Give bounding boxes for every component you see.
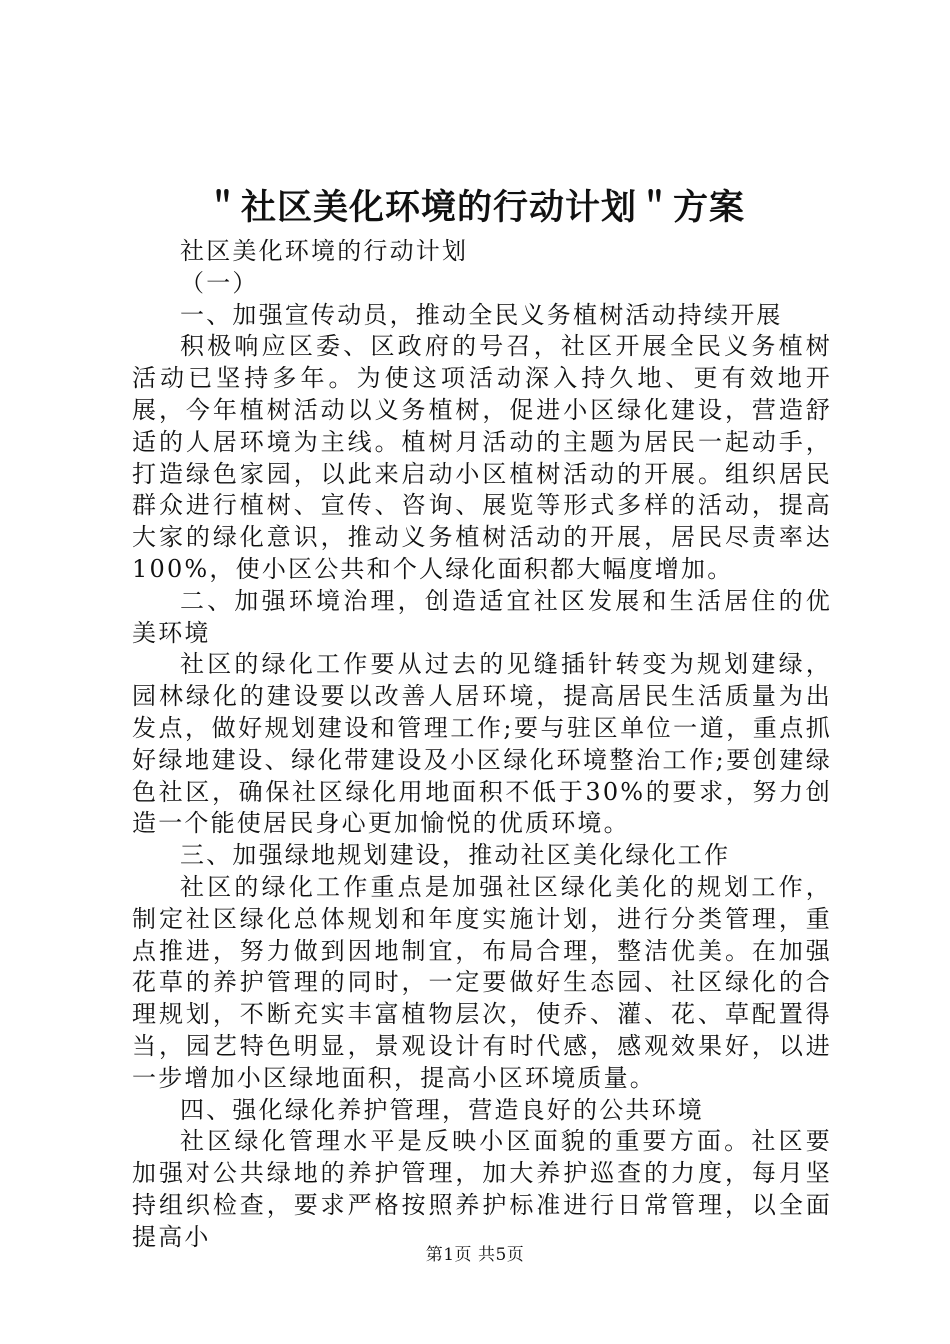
paragraph-one: 积极响应区委、区政府的号召，社区开展全民义务植树活动已坚持多年。为使这项活动深入持久地、更有效地开展，今年植树活动以义务植树，促进小区绿化建设，营造舒适的人居环境为主线。植树月活动的主题为居民一起动手，打造绿色家园，以此来启动小区植树活动的开展。组织居民群众进行植树、宣传、咨询、展览等形式多样的活动，提高大家的绿化意识，推动义务植树活动的开展，居民尽责率达100%，使小区公共和个人绿化面积都大幅度增加。 <box>132 332 832 583</box>
page-footer: 第1页 共5页 <box>425 1245 525 1265</box>
paragraph-four: 社区绿化管理水平是反映小区面貌的重要方面。社区要加强对公共绿地的养护管理，加大养护巡查的力度，每月坚持组织检查，要求严格按照养护标准进行日常管理，以全面提高小 <box>132 1127 832 1251</box>
heading-one: 一、加强宣传动员，推动全民义务植树活动持续开展 <box>180 300 783 329</box>
section-number: （一） <box>180 268 259 297</box>
document-body <box>132 236 832 1254</box>
document-title: ＂社区美化环境的行动计划＂方案 <box>204 187 745 228</box>
paragraph-two: 社区的绿化工作要从过去的见缝插针转变为规划建绿，园林绿化的建设要以改善人居环境，提高居民生活质量为出发点，做好规划建设和管理工作;要与驻区单位一道，重点抓好绿地建设、绿化带建设及小区绿化环境整治工作;要创建绿色社区，确保社区绿化用地面积不低于30%的要求，努力创造一个能使居民身心更加愉悦的优质环境。 <box>132 650 832 838</box>
heading-two: 二、加强环境治理，创造适宜社区发展和生活居住的优美环境 <box>132 586 832 647</box>
heading-four: 四、强化绿化养护管理，营造良好的公共环境 <box>180 1095 704 1124</box>
heading-three: 三、加强绿地规划建设，推动社区美化绿化工作 <box>180 841 731 870</box>
paragraph-three: 社区的绿化工作重点是加强社区绿化美化的规划工作，制定社区绿化总体规划和年度实施计划，进行分类管理，重点推进，努力做到因地制宜，布局合理，整洁优美。在加强花草的养护管理的同时，一定要做好生态园、社区绿化的合理规划，不断充实丰富植物层次，使乔、灌、花、草配置得当，园艺特色明显，景观设计有时代感，感观效果好，以进一步增加小区绿地面积，提高小区环境质量。 <box>132 872 832 1092</box>
subtitle-paragraph: 社区美化环境的行动计划 <box>180 237 469 265</box>
